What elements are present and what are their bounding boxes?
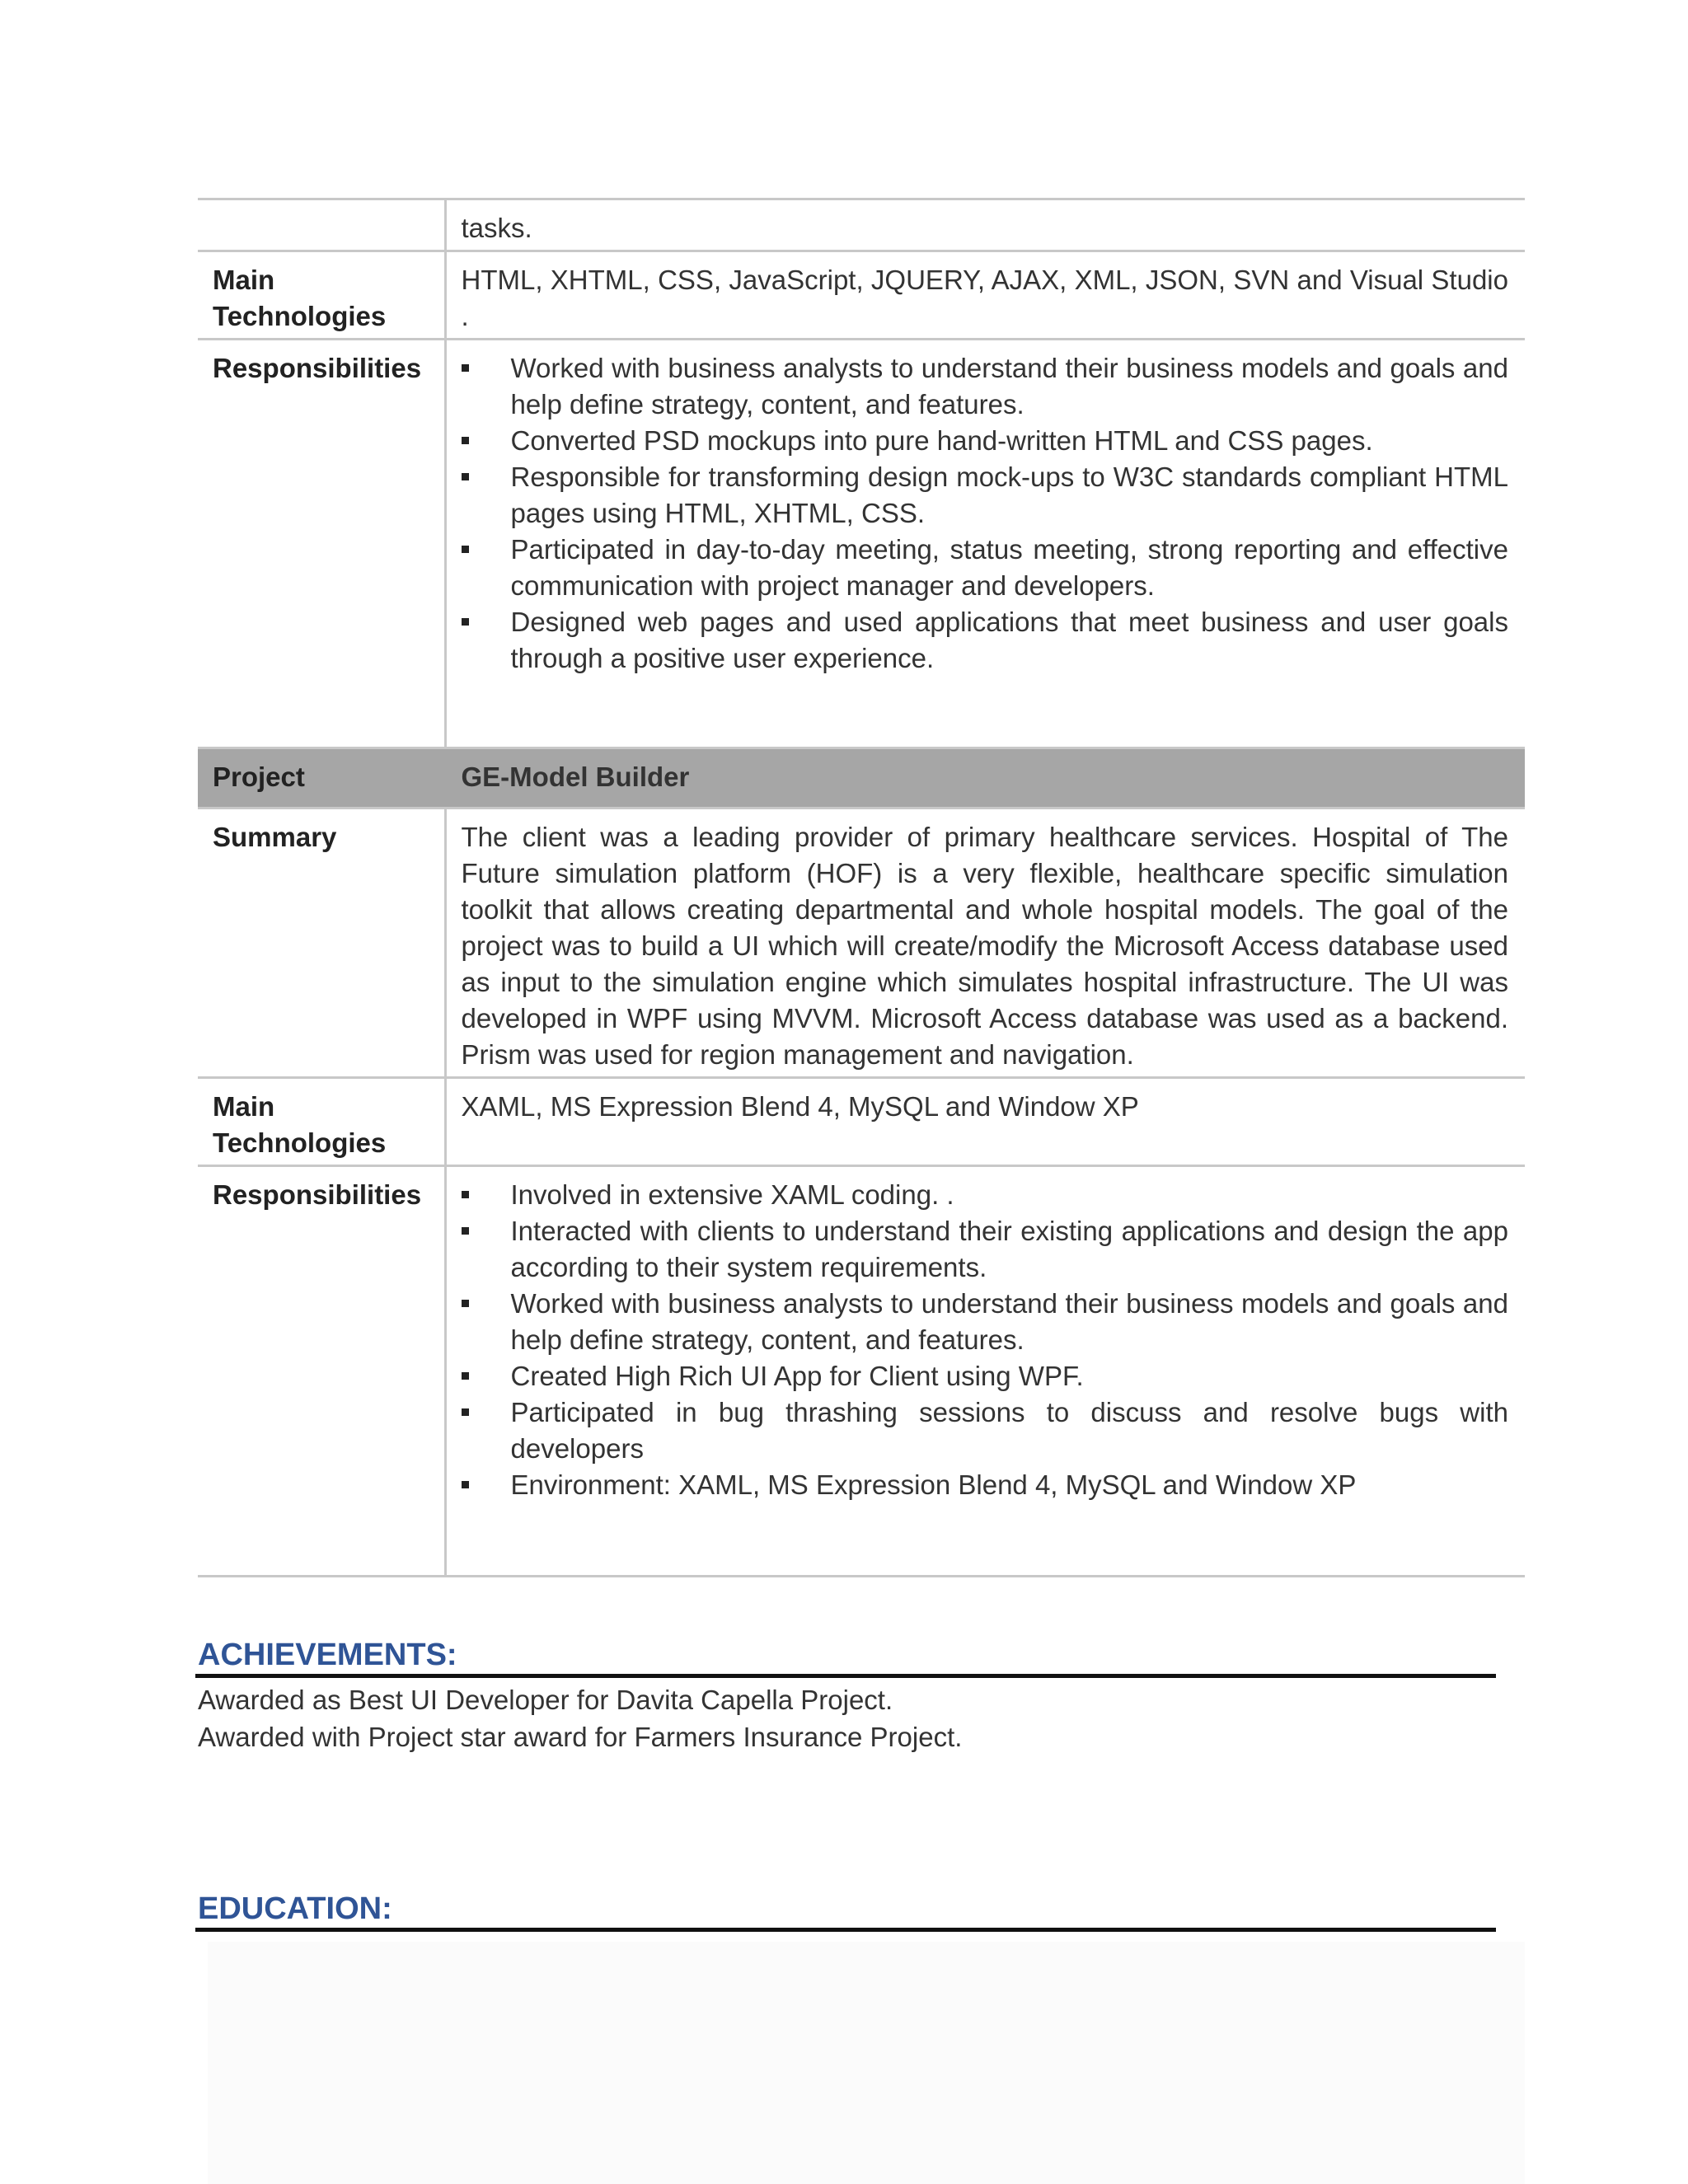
bullet-icon — [462, 437, 469, 444]
bullet-icon — [462, 1481, 469, 1488]
bullet-icon — [462, 546, 469, 553]
resp-cell — [445, 1166, 1525, 1577]
list-item: Worked with business analysts to understand their business models and goals and help define strategy, content, and features. — [462, 350, 1509, 423]
education-content-area — [208, 1942, 1525, 2184]
bullet-icon — [462, 1372, 469, 1380]
resp-label: Responsibilities — [198, 1166, 445, 1577]
tech-row-2 — [198, 1078, 1525, 1166]
tech-value: XAML, MS Expression Blend 4, MySQL and Window XP — [445, 1078, 1525, 1166]
summary-text: The client was a leading provider of primary healthcare services. Hospital of The Future simulation platform (HOF) is a very flexible, healthcare specific simulation toolkit that allows creating departmental and whole hospital models. The goal of the project was to build a UI which will create/modify the Microsoft Access database used as input to the simulation engine which simulates hospital infrastructure. The UI was developed in WPF using MVVM. Microsoft Access database was used as a backend. Prism was used for region management and navigation. — [445, 808, 1525, 1078]
project-label: Project — [198, 748, 445, 808]
achievements-rule — [195, 1674, 1496, 1678]
continued-text: tasks. — [445, 199, 1525, 251]
empty-label-cell — [198, 199, 445, 251]
project-name: GE-Model Builder — [445, 748, 1525, 808]
summary-label: Summary — [198, 808, 445, 1078]
tech-label: Main Technologies — [198, 1078, 445, 1166]
list-item: Involved in extensive XAML coding. . — [462, 1177, 1509, 1213]
list-item: Participated in day-to-day meeting, status meeting, strong reporting and effective communication with project manager and developers. — [462, 532, 1509, 604]
projects-table — [198, 198, 1525, 1577]
bullet-icon — [462, 1227, 469, 1235]
list-item: Interacted with clients to understand their existing applications and design the app according to their system requirements. — [462, 1213, 1509, 1286]
responsibility-list — [462, 1177, 1509, 1503]
list-item: Participated in bug thrashing sessions to discuss and resolve bugs with developers — [462, 1394, 1509, 1467]
responsibility-list — [462, 350, 1509, 677]
list-item: Environment: XAML, MS Expression Blend 4, MySQL and Window XP — [462, 1467, 1509, 1503]
resp-row-1 — [198, 340, 1525, 748]
list-item: Responsible for transforming design mock-ups to W3C standards compliant HTML pages using HTML, XHTML, CSS. — [462, 459, 1509, 532]
list-item: Converted PSD mockups into pure hand-written HTML and CSS pages. — [462, 423, 1509, 459]
list-item: Designed web pages and used applications that meet business and user goals through a positive user experience. — [462, 604, 1509, 677]
project-header-row — [198, 748, 1525, 808]
tech-label: Main Technologies — [198, 251, 445, 340]
bullet-icon — [462, 473, 469, 480]
summary-row — [198, 808, 1525, 1078]
bullet-icon — [462, 1408, 469, 1416]
list-item: Worked with business analysts to understand their business models and goals and help define strategy, content, and features. — [462, 1286, 1509, 1358]
bullet-icon — [462, 618, 469, 626]
tech-row-1 — [198, 251, 1525, 340]
achievement-item: Awarded with Project star award for Farmers Insurance Project. — [198, 1722, 963, 1752]
education-heading: EDUCATION: — [198, 1891, 392, 1926]
bullet-icon — [462, 1191, 469, 1198]
list-item: Created High Rich UI App for Client using WPF. — [462, 1358, 1509, 1394]
tech-value: HTML, XHTML, CSS, JavaScript, JQUERY, AJAX, XML, JSON, SVN and Visual Studio . — [445, 251, 1525, 340]
continued-row — [198, 199, 1525, 251]
resp-row-2 — [198, 1166, 1525, 1577]
resp-cell — [445, 340, 1525, 748]
achievements-heading: ACHIEVEMENTS: — [198, 1638, 457, 1672]
achievement-item: Awarded as Best UI Developer for Davita Capella Project. — [198, 1685, 893, 1715]
education-rule — [195, 1928, 1496, 1932]
resp-label: Responsibilities — [198, 340, 445, 748]
bullet-icon — [462, 1300, 469, 1307]
bullet-icon — [462, 364, 469, 372]
